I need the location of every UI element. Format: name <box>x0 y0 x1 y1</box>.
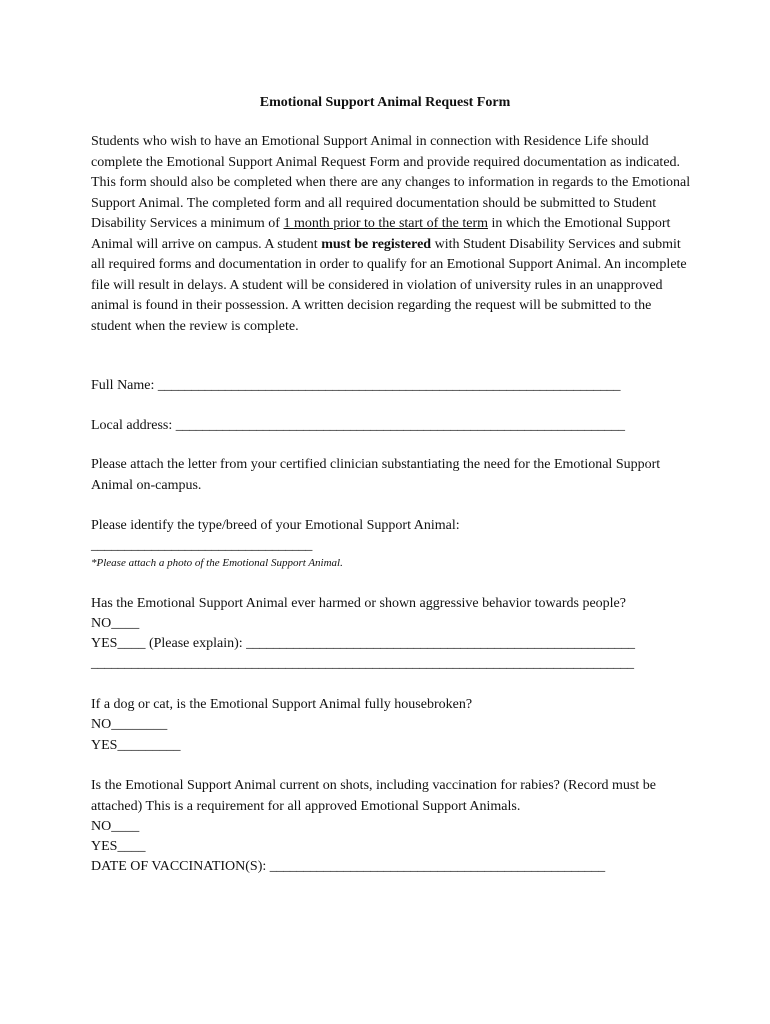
housebroken-no-field[interactable]: NO________ <box>91 717 168 732</box>
intro-paragraph <box>91 132 691 337</box>
full-name-row <box>91 376 620 397</box>
clinician-letter-instruction: Please attach the letter from your certified clinician substantiating the need for the Emotional Support Animal on-campus. <box>91 457 661 493</box>
breed-question: Please identify the type/breed of your Emotional Support Animal: <box>91 518 460 533</box>
housebroken-yes-field[interactable]: YES_________ <box>91 738 181 753</box>
intro-text-1: Students who wish to have an Emotional Support Animal in connection with Residence Life should complete the Emotional Support Animal Request Form and provide required documentation as indicated. This form should also be completed when there are any changes to information in regards to the Emotional Support Animal. The completed form and all required documentation should be submitted to Student Disability Services a minimum of <box>91 134 691 231</box>
aggression-no-field[interactable]: NO____ <box>91 616 140 631</box>
aggression-yes-row <box>91 634 635 655</box>
full-name-label: Full Name: <box>91 378 158 393</box>
vaccination-date-row <box>91 857 605 878</box>
intro-text-3: with Student Disability Services and submit all required forms and documentation in order to qualify for an Emotional Support Animal. An incomplete file will result in delays. A student will be considered in violation of university rules in an unapproved animal is found in their possession. A written decision regarding the request will be submitted to the student when the review is complete. <box>91 236 687 334</box>
vaccination-date-label: DATE OF VACCINATION(S): <box>91 859 270 874</box>
local-address-row <box>91 416 625 437</box>
photo-note: *Please attach a photo of the Emotional Support Animal. <box>91 557 343 569</box>
shots-no-field[interactable]: NO____ <box>91 819 140 834</box>
aggression-explain-field[interactable]: __________________________________________________________ <box>246 636 635 651</box>
aggression-yes-field[interactable]: YES____ (Please explain): <box>91 636 247 651</box>
intro-registered-bold: must be registered <box>321 236 432 252</box>
shots-question: Is the Emotional Support Animal current on shots, including vaccination for rabies? (Record must be attached) This is a requirement for all approved Emotional Support Animals. <box>91 778 656 814</box>
shots-yes-field[interactable]: YES____ <box>91 839 146 854</box>
local-address-label: Local address: <box>91 418 176 433</box>
vaccination-date-field[interactable]: __________________________________________________ <box>269 859 605 874</box>
intro-text-2: in which the Emotional Support Animal will arrive on campus. A student <box>91 216 671 252</box>
page-title: Emotional Support Animal Request Form <box>259 95 511 110</box>
local-address-field[interactable]: ___________________________________________________________________ <box>175 418 625 433</box>
aggression-explain-line[interactable]: _________________________________________________________________________________ <box>91 656 634 671</box>
breed-field[interactable]: _________________________________ <box>91 538 313 553</box>
housebroken-question: If a dog or cat, is the Emotional Support Animal fully housebroken? <box>91 697 473 712</box>
intro-deadline-underlined: 1 month prior to the start of the term <box>283 216 488 231</box>
aggression-question: Has the Emotional Support Animal ever harmed or shown aggressive behavior towards people? <box>91 596 626 611</box>
full-name-field[interactable]: _____________________________________________________________________ <box>157 378 621 393</box>
